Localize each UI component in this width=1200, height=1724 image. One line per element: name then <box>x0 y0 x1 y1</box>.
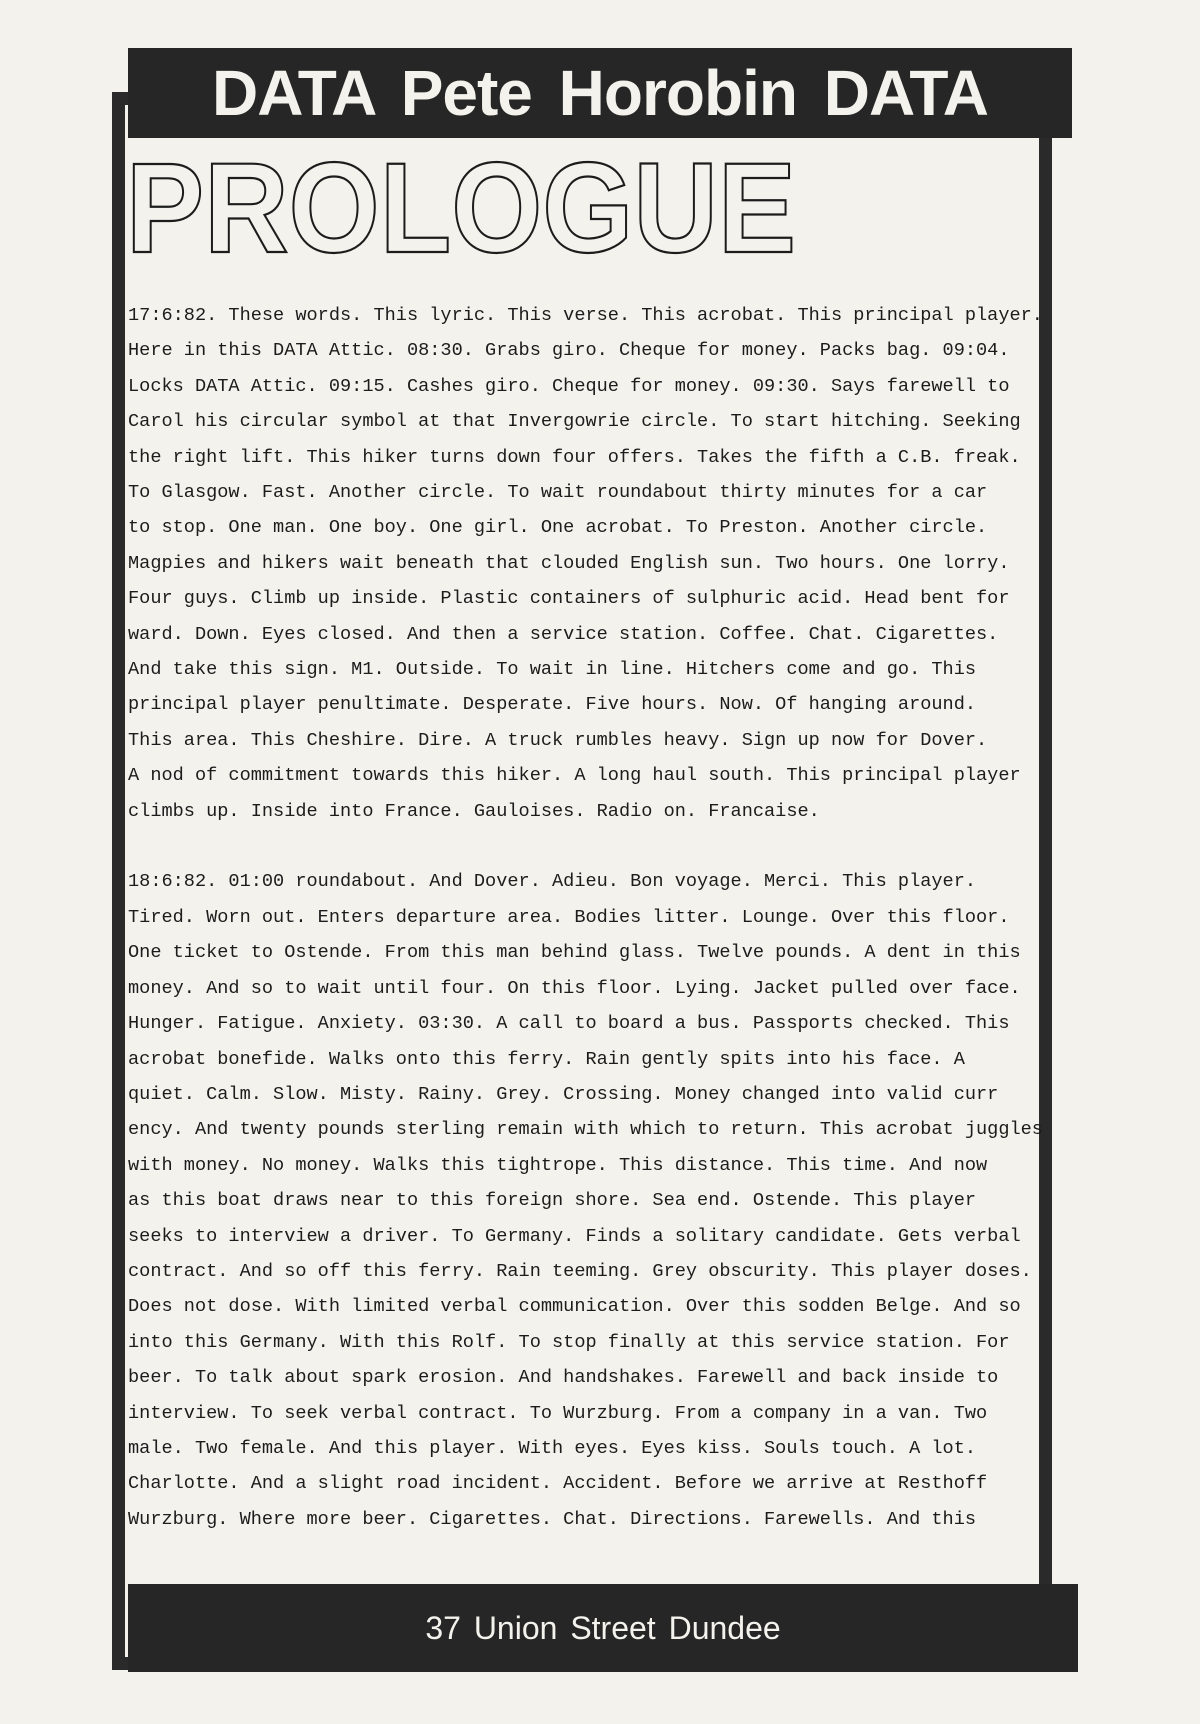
text-line: principal player penultimate. Desperate. Five hours. Now. Of hanging around. <box>128 694 977 716</box>
text-line: money. And so to wait until four. On this floor. Lying. Jacket pulled over face. <box>128 977 1021 999</box>
text-line: Hunger. Fatigue. Anxiety. 03:30. A call to board a bus. Passports checked. This <box>128 1013 1010 1035</box>
text-line: Tired. Worn out. Enters departure area. Bodies litter. Lounge. Over this floor. <box>128 906 1010 928</box>
text-line: A nod of commitment towards this hiker. A long haul south. This principal player <box>128 765 1021 787</box>
text-line: To Glasgow. Fast. Another circle. To wait roundabout thirty minutes for a car <box>128 482 988 504</box>
text-line: 17:6:82. These words. This lyric. This verse. This acrobat. This principal player. <box>128 305 1043 326</box>
text-line: Carol his circular symbol at that Invergowrie circle. To start hitching. Seeking <box>128 411 1021 433</box>
text-line: Magpies and hikers wait beneath that clouded English sun. Two hours. One lorry. <box>128 552 1010 574</box>
text-line: seeks to interview a driver. To Germany. Finds a solitary candidate. Gets verbal <box>128 1225 1021 1247</box>
text-line: Here in this DATA Attic. 08:30. Grabs giro. Cheque for money. Packs bag. 09:04. <box>128 340 1010 362</box>
text-line: Four guys. Climb up inside. Plastic containers of sulphuric acid. Head bent for <box>128 588 1010 610</box>
text-line: with money. No money. Walks this tightrope. This distance. This time. And now <box>128 1154 988 1176</box>
masthead-bar <box>128 48 1072 138</box>
text-line: ency. And twenty pounds sterling remain with which to return. This acrobat juggles <box>128 1119 1043 1141</box>
text-line: the right lift. This hiker turns down four offers. Takes the fifth a C.B. freak. <box>128 446 1021 468</box>
text-line: This area. This Cheshire. Dire. A truck rumbles heavy. Sign up now for Dover. <box>128 729 988 751</box>
masthead-title: DATA Pete Horobin DATA <box>212 57 988 129</box>
text-line: quiet. Calm. Slow. Misty. Rainy. Grey. Crossing. Money changed into valid curr <box>128 1083 999 1105</box>
text-line: Locks DATA Attic. 09:15. Cashes giro. Cheque for money. 09:30. Says farewell to <box>128 375 1010 397</box>
text-line: beer. To talk about spark erosion. And handshakes. Farewell and back inside to <box>128 1367 999 1389</box>
text-line: male. Two female. And this player. With eyes. Eyes kiss. Souls touch. A lot. <box>128 1437 977 1459</box>
text-line: climbs up. Inside into France. Gauloises. Radio on. Francaise. <box>128 800 820 822</box>
prologue-heading <box>126 150 806 270</box>
text-line: into this Germany. With this Rolf. To stop finally at this service station. For <box>128 1331 1010 1353</box>
diary-text <box>128 298 1108 1537</box>
footer-bar <box>128 1584 1078 1672</box>
text-line: as this boat draws near to this foreign shore. Sea end. Ostende. This player <box>128 1190 977 1212</box>
text-line: acrobat bonefide. Walks onto this ferry. Rain gently spits into his face. A <box>128 1048 965 1070</box>
text-line: Wurzburg. Where more beer. Cigarettes. Chat. Directions. Farewells. And this <box>128 1508 977 1530</box>
text-line: to stop. One man. One boy. One girl. One acrobat. To Preston. Another circle. <box>128 517 988 539</box>
footer-address: 37 Union Street Dundee <box>425 1609 781 1646</box>
prologue-heading-text: PROLOGUE <box>126 150 796 270</box>
text-line: 18:6:82. 01:00 roundabout. And Dover. Adieu. Bon voyage. Merci. This player. <box>128 871 977 893</box>
diary-entry <box>128 298 1108 829</box>
text-line: Charlotte. And a slight road incident. Accident. Before we arrive at Resthoff <box>128 1473 988 1495</box>
text-line: Does not dose. With limited verbal communication. Over this sodden Belge. And so <box>128 1296 1021 1318</box>
text-line: ward. Down. Eyes closed. And then a service station. Coffee. Chat. Cigarettes. <box>128 623 999 645</box>
text-line: One ticket to Ostende. From this man behind glass. Twelve pounds. A dent in this <box>128 942 1021 964</box>
diary-entry <box>128 864 1108 1537</box>
text-line: interview. To seek verbal contract. To Wurzburg. From a company in a van. Two <box>128 1402 988 1424</box>
text-line: contract. And so off this ferry. Rain teeming. Grey obscurity. This player doses. <box>128 1260 1032 1282</box>
text-line: And take this sign. M1. Outside. To wait in line. Hitchers come and go. This <box>128 659 977 681</box>
